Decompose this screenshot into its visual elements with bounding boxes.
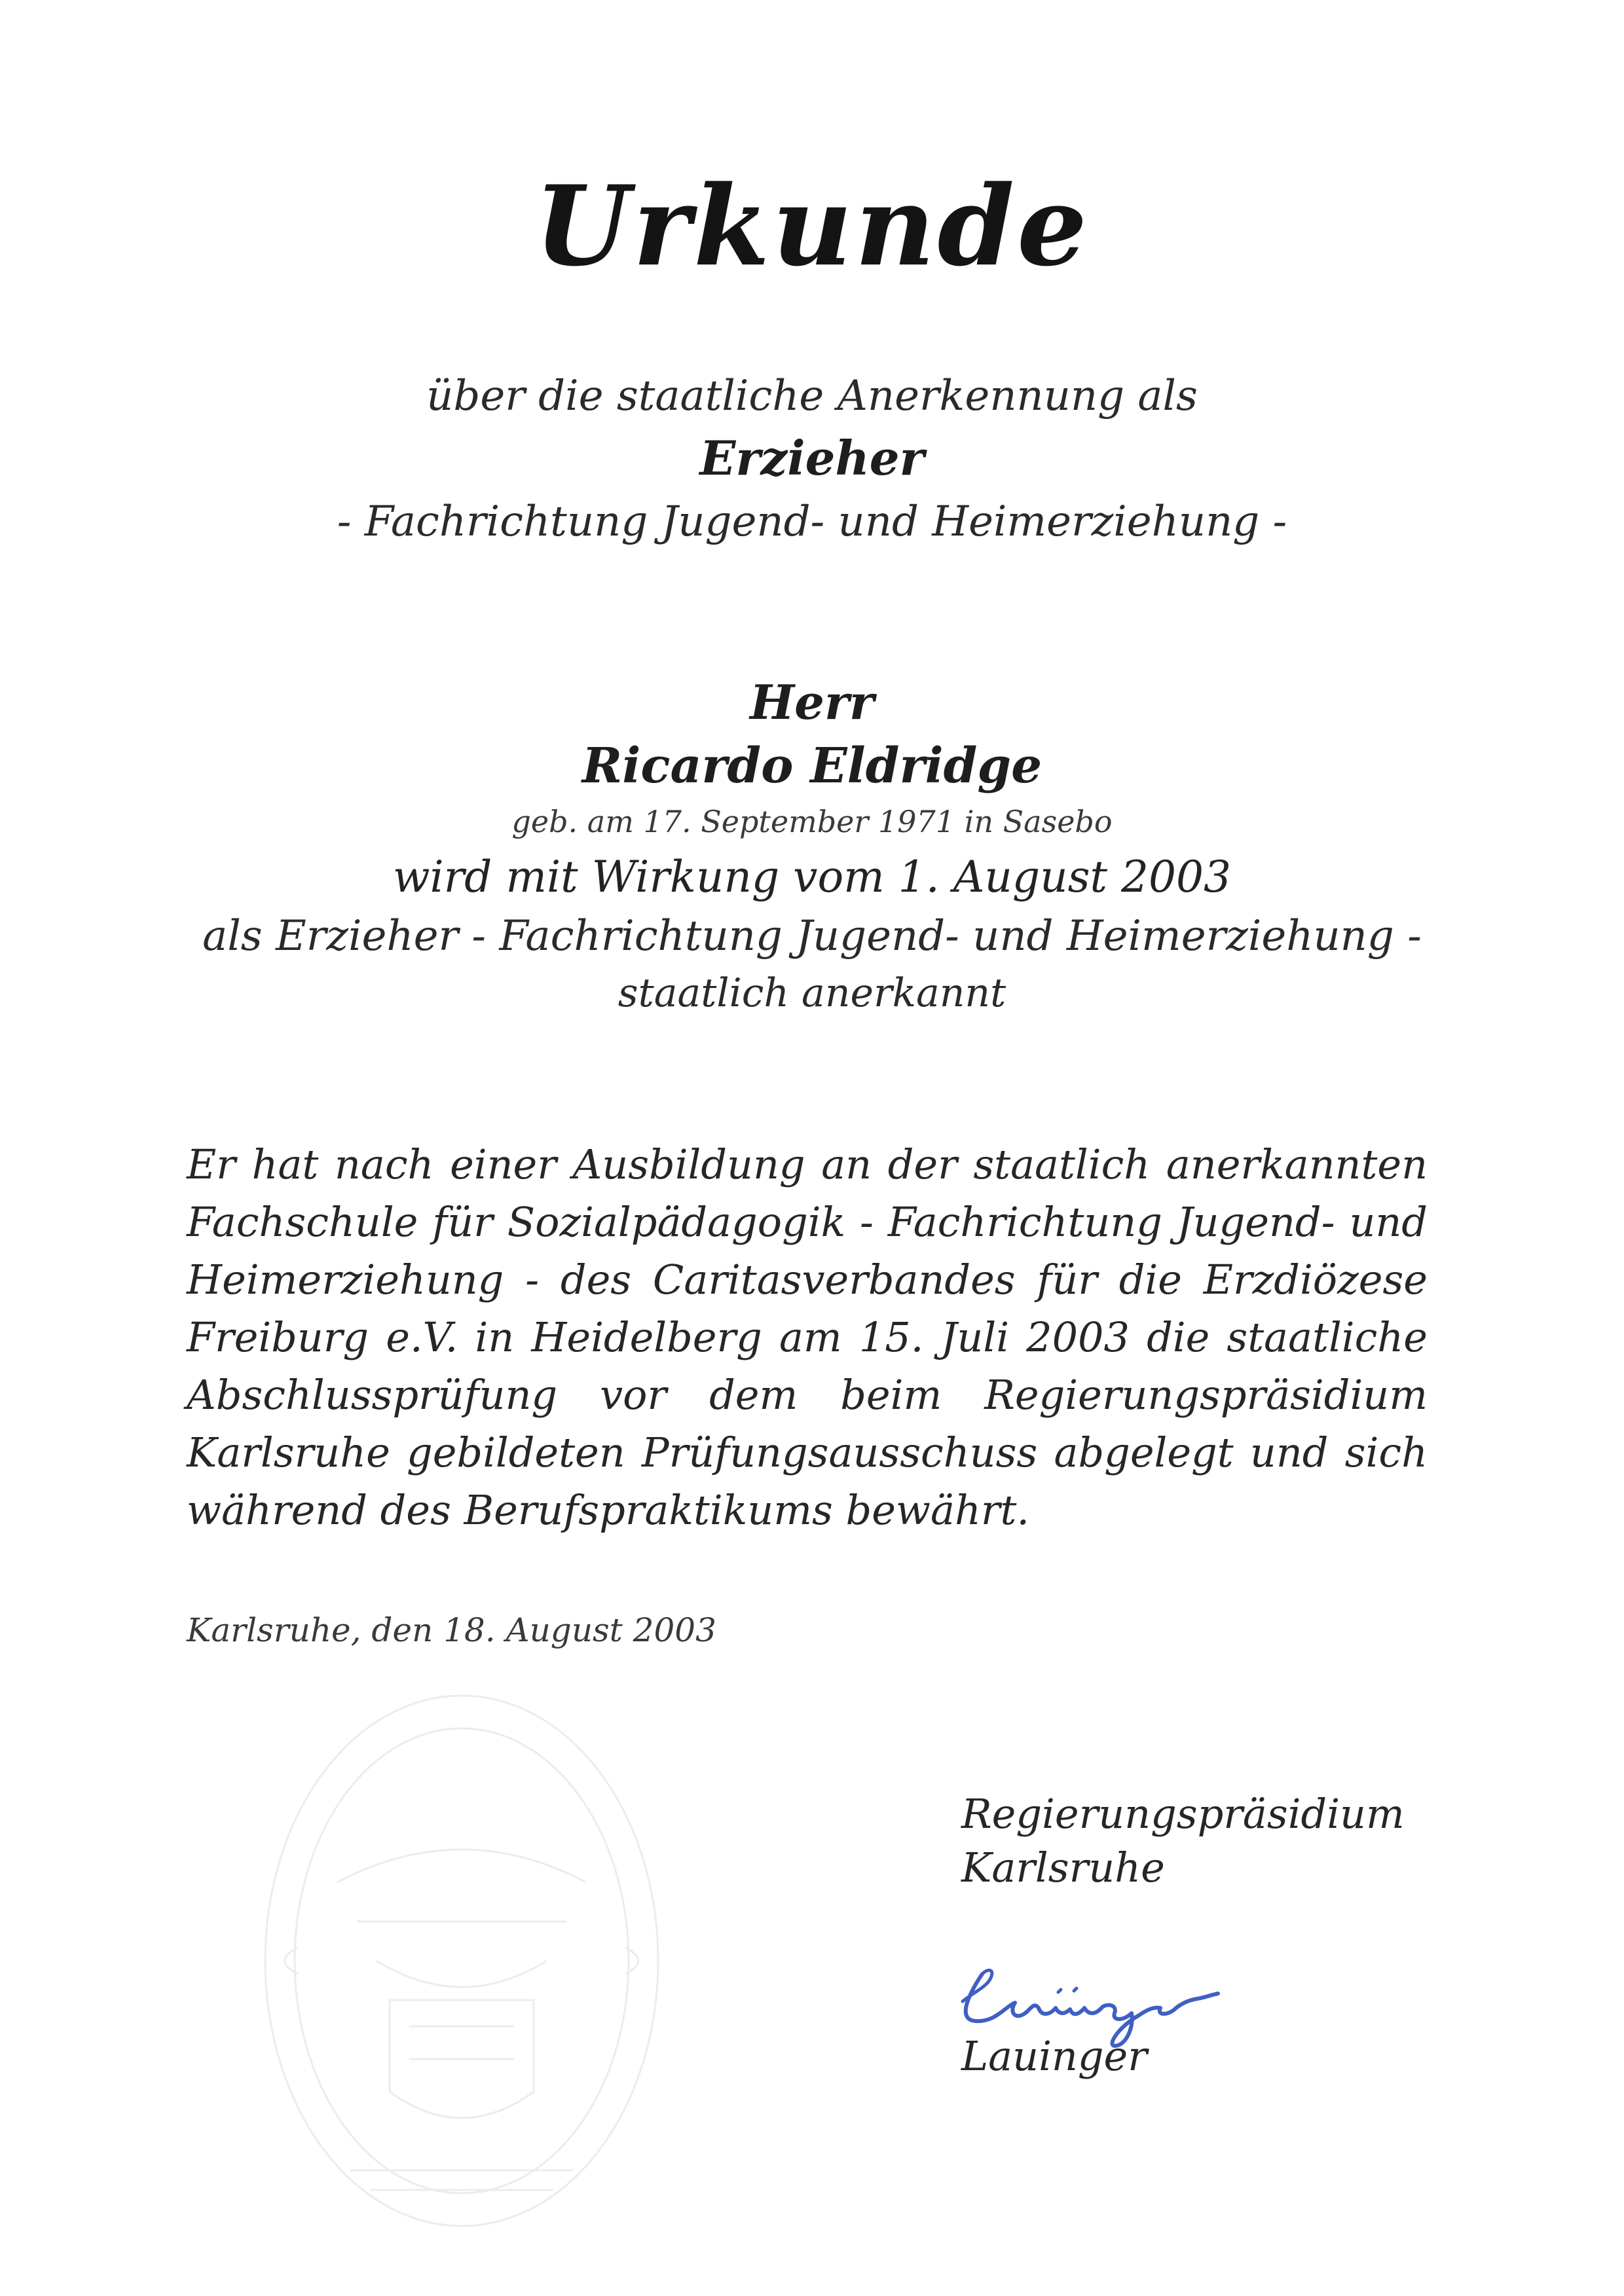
issuing-authority: [961, 1787, 1405, 1895]
subtitle-recognition: über die staatliche Anerkennung als: [426, 372, 1198, 420]
subtitle-profession: Erzieher: [699, 430, 925, 486]
authority-line-1: Regierungspräsidium: [961, 1790, 1405, 1838]
body-paragraph: Er hat nach einer Ausbildung an der staatlich anerkannten Fachschule für Sozialpädagogik - Fachrichtung Jugend- und Heimerziehung - des Caritasverbandes für die Erzdiözese Freiburg e.V. in Heidelberg am 15. Juli 2003 die staatliche Abschlussprüfung vor dem beim Regierungspräsidium Karlsruhe gebildeten Prüfungsausschuss abgelegt und sich während des Berufspraktikums bewährt.: [187, 1140, 1428, 1534]
document-title: Urkunde: [534, 161, 1090, 291]
place-date: Karlsruhe, den 18. August 2003: [187, 1611, 716, 1649]
subtitle-specialization: - Fachrichtung Jugend- und Heimerziehung -: [337, 498, 1287, 546]
effective-date-line: wird mit Wirkung vom 1. August 2003: [393, 852, 1231, 902]
signer-name: Lauinger: [961, 2032, 1147, 2080]
authority-line-2: Karlsruhe: [961, 1844, 1165, 1891]
embossed-seal: [259, 1686, 665, 2236]
recognition-line: als Erzieher - Fachrichtung Jugend- und Heimerziehung -: [202, 912, 1422, 960]
status-line: staatlich anerkannt: [618, 970, 1006, 1016]
recipient-salutation: Herr: [750, 674, 874, 730]
recipient-birth-info: geb. am 17. September 1971 in Sasebo: [511, 804, 1113, 839]
recipient-name: Ricardo Eldridge: [581, 738, 1043, 794]
